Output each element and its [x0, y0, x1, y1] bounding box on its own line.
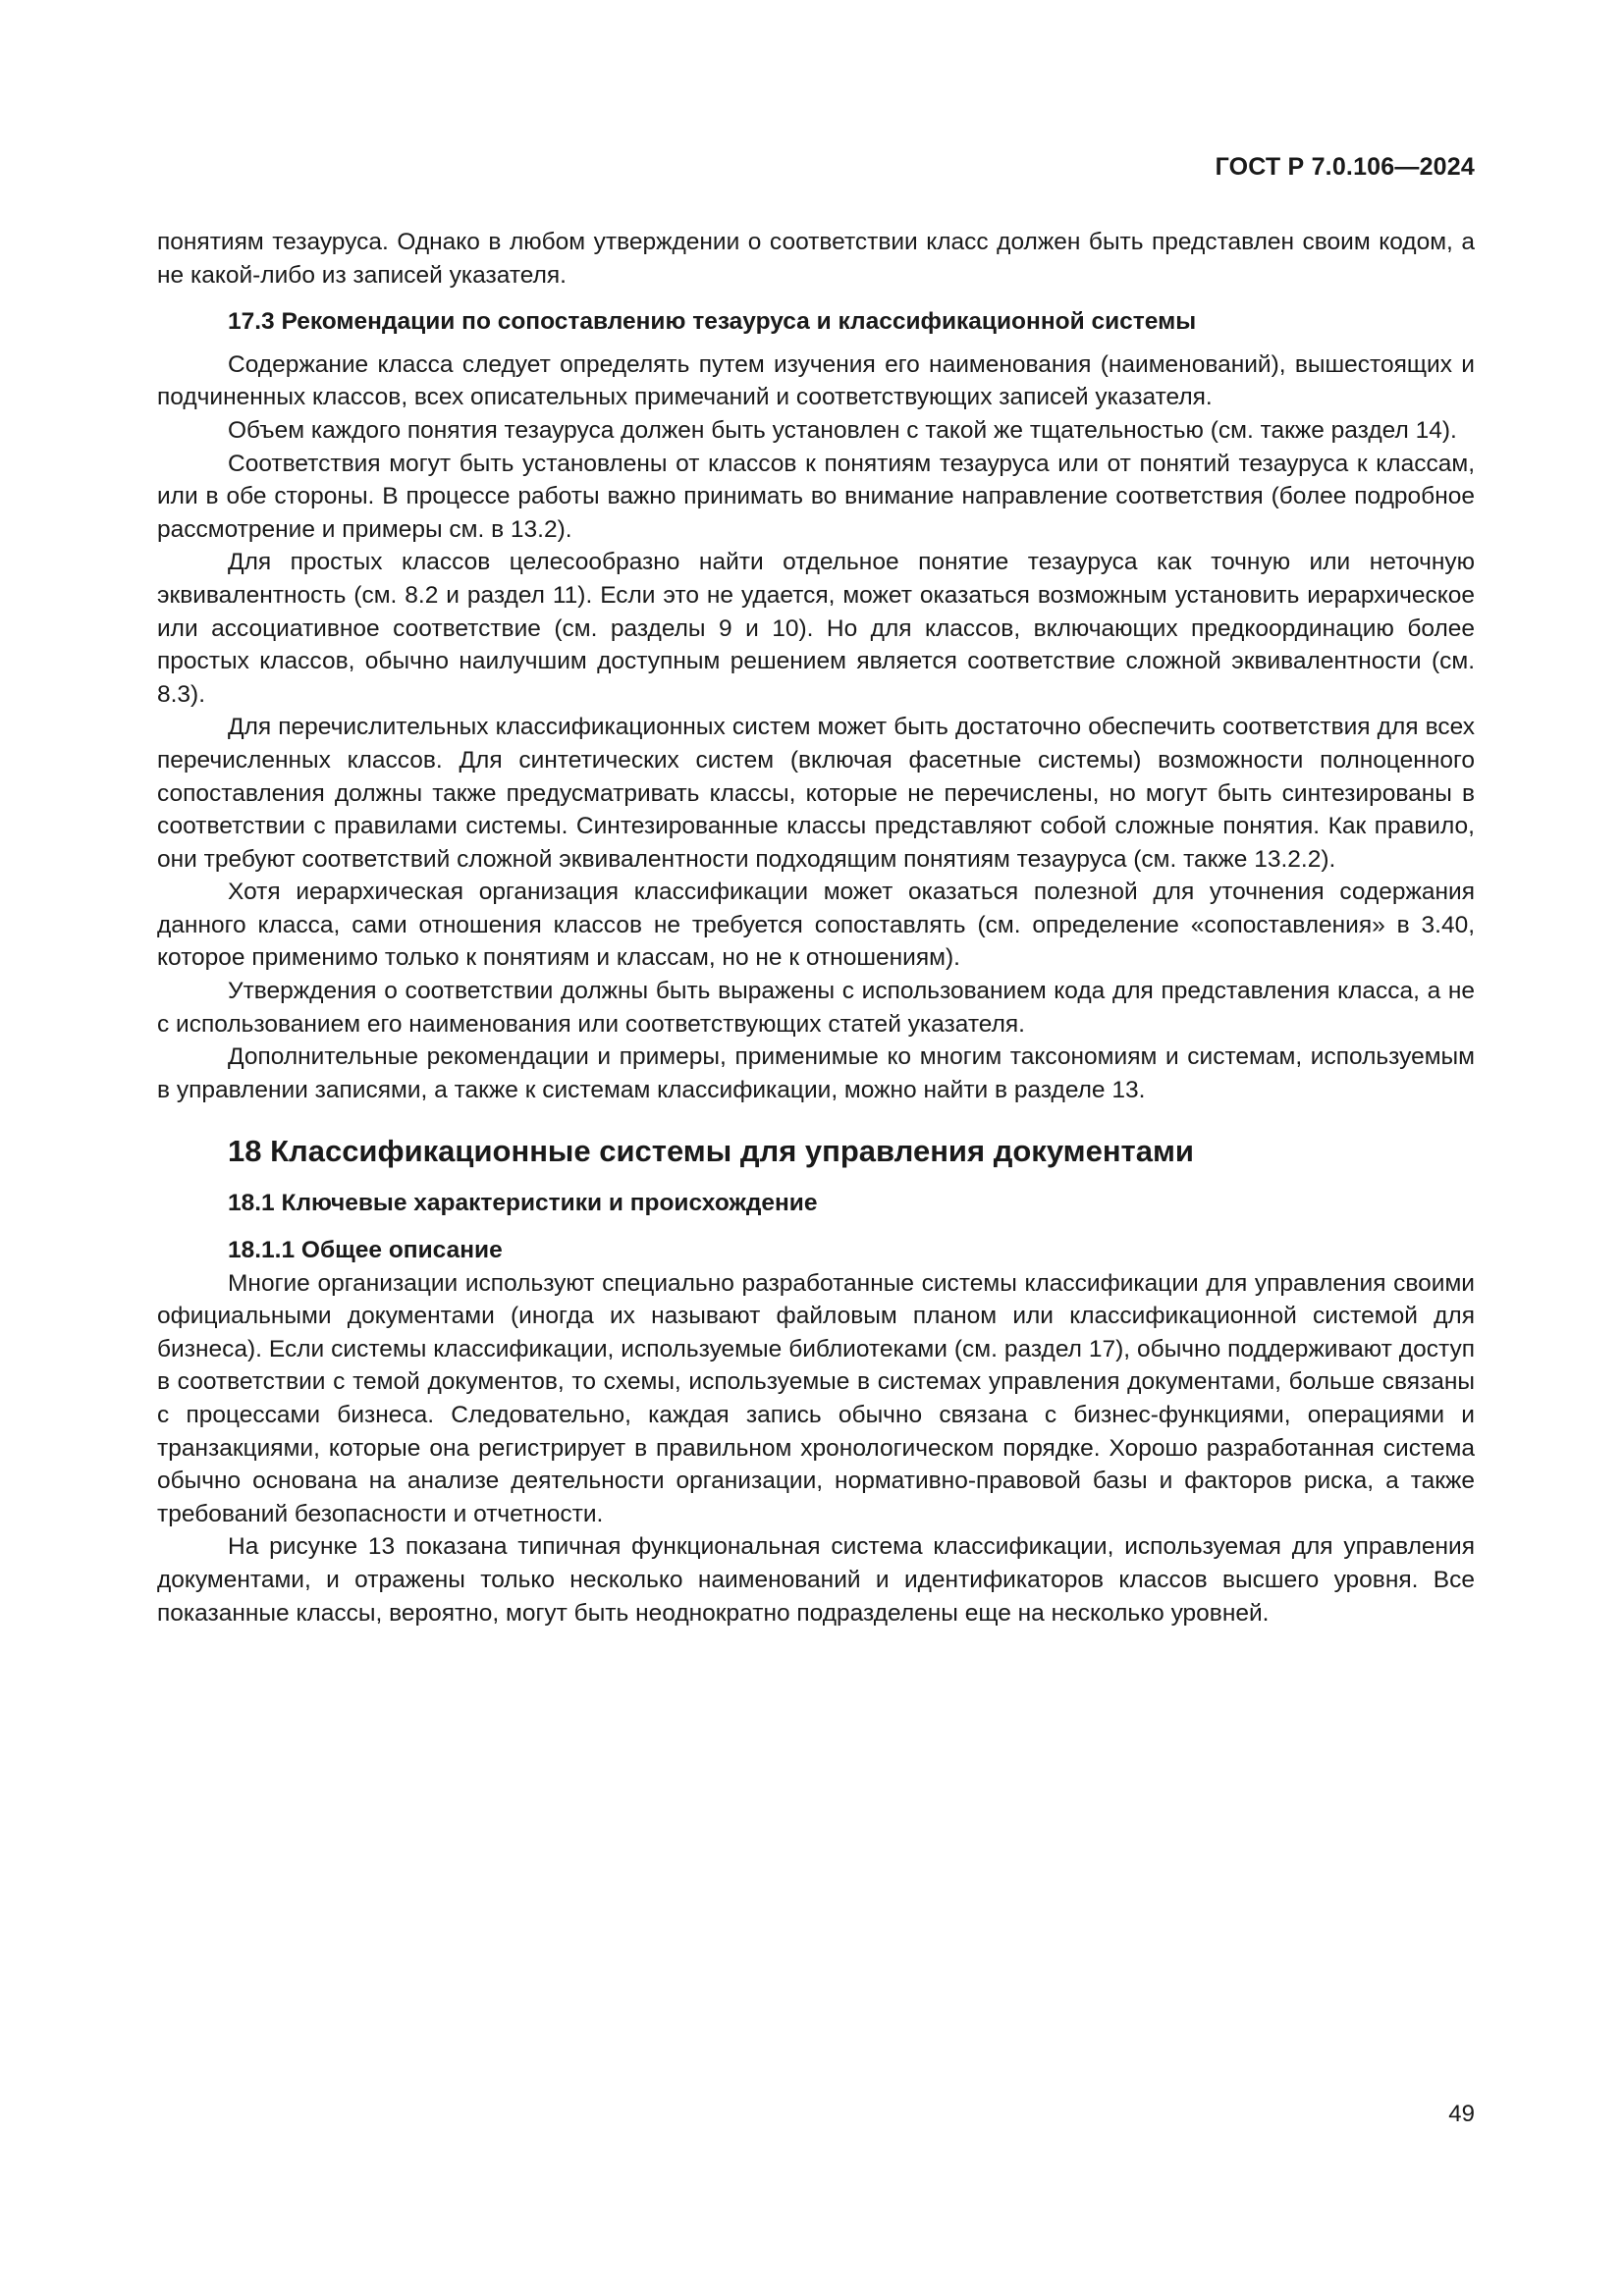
section-heading-18: 18 Классификационные системы для управления документами — [228, 1134, 1194, 1169]
paragraph-17-3-8: Дополнительные рекомендации и примеры, применимые ко многим таксономиям и системам, используемым в управлении записями, а также к системам классификации, можно найти в разделе 13. — [157, 1043, 1475, 1103]
paragraph-17-3-4: Для простых классов целесообразно найти отдельное понятие тезауруса как точную или неточную эквивалентность (см. 8.2 и раздел 11). Если это не удается, может оказаться возможным установить иерархическое или ассоциативное соответствие (см. разделы 9 и 10). Но для классов, включающих предкоординацию более простых классов, обычно наилучшим доступным решением является соответствие сложной эквивалентности (см. 8.3). — [157, 549, 1475, 708]
subsection-heading-18-1: 18.1 Ключевые характеристики и происхождение — [228, 1190, 818, 1217]
running-header-standard-id: ГОСТ Р 7.0.106—2024 — [1215, 153, 1475, 181]
paragraph-17-3-3: Соответствия могут быть установлены от классов к понятиям тезауруса или от понятий тезауруса к классам, или в обе стороны. В процессе работы важно принимать во внимание направление соответствия (более подробное рассмотрение и примеры см. в 13.2). — [157, 450, 1475, 543]
page-number: 49 — [1448, 2101, 1475, 2127]
paragraph-17-3-5: Для перечислительных классификационных систем может быть достаточно обеспечить соответствия для всех перечисленных классов. Для синтетических систем (включая фасетные системы) возможности полноценного сопоставления должны также предусматривать классы, которые не перечислены, но могут быть синтезированы в соответствии с правилами системы. Синтезированные классы представляют собой сложные понятия. Как правило, они требуют соответствий сложной эквивалентности подходящим понятиям тезауруса (см. также 13.2.2). — [157, 714, 1475, 873]
subsection-heading-17-3: 17.3 Рекомендации по сопоставлению тезауруса и классификационной системы — [228, 308, 1197, 336]
subsection-heading-18-1-1: 18.1.1 Общее описание — [228, 1237, 503, 1264]
paragraph-18-1-1-1: Многие организации используют специально разработанные системы классификации для управления своими официальными документами (иногда их называют файловым планом или классификационной системой для бизнеса). Если системы классификации, используемые библиотеками (см. раздел 17), обычно поддерживают доступ в соответствии с темой документов, то схемы, используемые в системах управления документами, больше связаны с процессами бизнеса. Следовательно, каждая запись обычно связана с бизнес-функциями, операциями и транзакциями, которые она регистрирует в правильном хронологическом порядке. Хорошо разработанная система обычно основана на анализе деятельности организации, нормативно-правовой базы и факторов риска, а также требований безопасности и отчетности. — [157, 1269, 1475, 1527]
paragraph-17-3-7: Утверждения о соответствии должны быть выражены с использованием кода для представления класса, а не с использованием его наименования или соответствующих статей указателя. — [157, 978, 1475, 1038]
page-content — [157, 226, 1475, 1629]
continuation-paragraph: понятиям тезауруса. Однако в любом утверждении о соответствии класс должен быть представлен своим кодом, а не какой-либо из записей указателя. — [157, 229, 1475, 289]
paragraph-17-3-1: Содержание класса следует определять путем изучения его наименования (наименований), вышестоящих и подчиненных классов, всех описательных примечаний и соответствующих записей указателя. — [157, 350, 1475, 411]
paragraph-17-3-2: Объем каждого понятия тезауруса должен быть установлен с такой же тщательностью (см. также раздел 14). — [228, 416, 1457, 444]
paragraph-17-3-6: Хотя иерархическая организация классификации может оказаться полезной для уточнения содержания данного класса, сами отношения классов не требуется сопоставлять (см. определение «сопоставления» в 3.40, которое применимо только к понятиям и классам, но не к отношениям). — [157, 879, 1475, 972]
paragraph-18-1-1-2: На рисунке 13 показана типичная функциональная система классификации, используемая для управления документами, и отражены только несколько наименований и идентификаторов классов высшего уровня. Все показанные классы, вероятно, могут быть неоднократно подразделены еще на несколько уровней. — [157, 1533, 1475, 1627]
